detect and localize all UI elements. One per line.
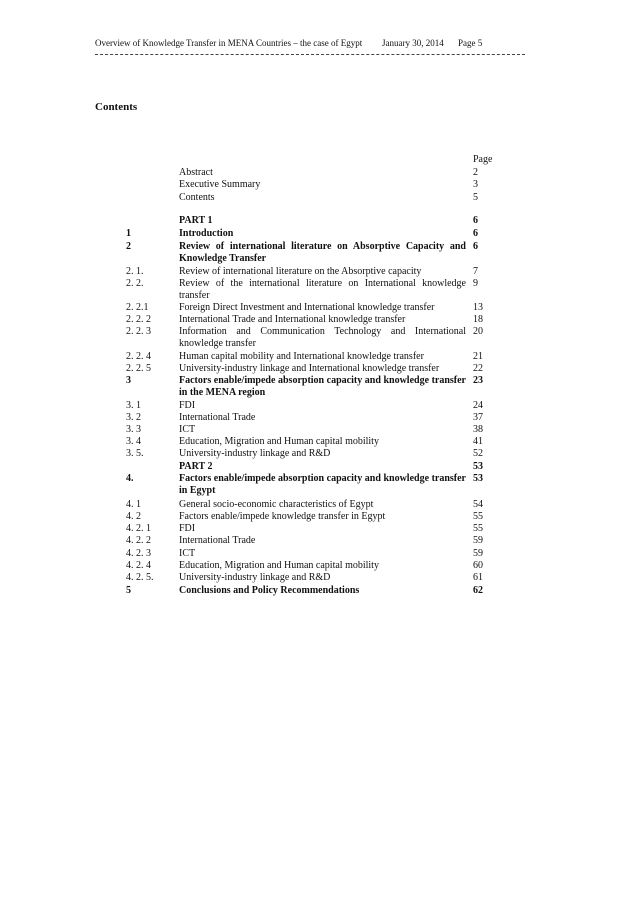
header-title: Overview of Knowledge Transfer in MENA Countries – the case of Egypt bbox=[95, 38, 363, 48]
toc-entry-title: Conclusions and Policy Recommendations bbox=[179, 585, 360, 596]
header-date: January 30, 2014 bbox=[382, 38, 444, 48]
toc-entry-page: 53 bbox=[473, 473, 483, 484]
toc-entry-number: 2. 2. bbox=[126, 278, 144, 289]
toc-entry-page: 52 bbox=[473, 448, 483, 459]
toc-entry-page: 6 bbox=[473, 228, 478, 239]
toc-entry-number: 2. 2.1 bbox=[126, 302, 149, 313]
toc-entry-number: 3 bbox=[126, 375, 131, 386]
toc-entry-page: 6 bbox=[473, 215, 478, 226]
toc-entry-page: 62 bbox=[473, 585, 483, 596]
toc-entry-page: 55 bbox=[473, 511, 483, 522]
toc-entry-number: 3. 3 bbox=[126, 424, 141, 435]
toc-entry-title: PART 2 bbox=[179, 461, 213, 472]
page-column-label: Page bbox=[473, 154, 493, 165]
toc-entry-title: PART 1 bbox=[179, 215, 213, 226]
toc-entry-page: 38 bbox=[473, 424, 483, 435]
toc-entry-title: International Trade and International knowledge transfer bbox=[179, 314, 406, 325]
toc-entry-number: 3. 4 bbox=[126, 436, 141, 447]
toc-entry-page: 24 bbox=[473, 400, 483, 411]
toc-entry-title: ICT bbox=[179, 424, 196, 435]
toc-entry-page: 7 bbox=[473, 266, 478, 277]
toc-entry-title: Contents bbox=[179, 192, 215, 203]
toc-entry-title: Introduction bbox=[179, 228, 234, 239]
toc-entry-page: 18 bbox=[473, 314, 483, 325]
toc-entry-title: Education, Migration and Human capital mobility bbox=[179, 436, 379, 447]
toc-entry-number: 3. 5. bbox=[126, 448, 144, 459]
toc-entry-title: University-industry linkage and International knowledge transfer bbox=[179, 363, 440, 374]
toc-entry-page: 5 bbox=[473, 192, 478, 203]
toc-entry-page: 22 bbox=[473, 363, 483, 374]
toc-entry-number: 4. 2. 1 bbox=[126, 523, 151, 534]
toc-entry-title: Review of international literature on Absorptive Capacity and Knowledge Transfer bbox=[179, 241, 466, 264]
toc-entry-title: Abstract bbox=[179, 167, 213, 178]
toc-entry-title: Executive Summary bbox=[179, 179, 261, 190]
toc-entry-title: International Trade bbox=[179, 412, 256, 423]
toc-entry-number: 3. 2 bbox=[126, 412, 141, 423]
toc-entry-number: 4. 2. 3 bbox=[126, 548, 151, 559]
toc-entry-title: University-industry linkage and R&D bbox=[179, 448, 331, 459]
toc-entry-page: 53 bbox=[473, 461, 483, 472]
toc-entry-title: University-industry linkage and R&D bbox=[179, 572, 331, 583]
toc-entry-title: Factors enable/impede absorption capacity and knowledge transfer in Egypt bbox=[179, 473, 466, 496]
toc-entry-title: Factors enable/impede absorption capacity and knowledge transfer in the MENA region bbox=[179, 375, 466, 398]
toc-entry-title: Foreign Direct Investment and International knowledge transfer bbox=[179, 302, 435, 313]
toc-entry-page: 21 bbox=[473, 351, 483, 362]
toc-entry-page: 61 bbox=[473, 572, 483, 583]
header-divider bbox=[95, 54, 525, 55]
toc-entry-page: 59 bbox=[473, 535, 483, 546]
toc-entry-title: FDI bbox=[179, 400, 196, 411]
toc-entry-page: 6 bbox=[473, 241, 478, 252]
toc-entry-number: 2 bbox=[126, 241, 131, 252]
toc-entry-title: Education, Migration and Human capital mobility bbox=[179, 560, 379, 571]
toc-entry-number: 2. 2. 2 bbox=[126, 314, 151, 325]
toc-entry-number: 4. 2 bbox=[126, 511, 141, 522]
toc-entry-number: 3. 1 bbox=[126, 400, 141, 411]
toc-entry-number: 2. 1. bbox=[126, 266, 144, 277]
toc-entry-title: General socio-economic characteristics of Egypt bbox=[179, 499, 374, 510]
toc-entry-page: 60 bbox=[473, 560, 483, 571]
contents-heading: Contents bbox=[95, 101, 138, 113]
toc-entry-title: ICT bbox=[179, 548, 196, 559]
toc-entry-title: International Trade bbox=[179, 535, 256, 546]
toc-entry-number: 4. 2. 2 bbox=[126, 535, 151, 546]
toc-entry-title: Factors enable/impede knowledge transfer in Egypt bbox=[179, 511, 386, 522]
toc-entry-page: 3 bbox=[473, 179, 478, 190]
toc-entry-page: 54 bbox=[473, 499, 483, 510]
toc-entry-page: 41 bbox=[473, 436, 483, 447]
toc-entry-title: Information and Communication Technology and International knowledge transfer bbox=[179, 326, 466, 349]
toc-entry-number: 5 bbox=[126, 585, 131, 596]
toc-entry-title: Review of international literature on the Absorptive capacity bbox=[179, 266, 422, 277]
toc-entry-page: 2 bbox=[473, 167, 478, 178]
toc-entry-number: 2. 2. 5 bbox=[126, 363, 151, 374]
toc-entry-title: Review of the international literature on International knowledge transfer bbox=[179, 278, 466, 301]
toc-entry-page: 59 bbox=[473, 548, 483, 559]
toc-entry-number: 1 bbox=[126, 228, 131, 239]
toc-entry-title: Human capital mobility and International knowledge transfer bbox=[179, 351, 424, 362]
toc-entry-number: 2. 2. 4 bbox=[126, 351, 151, 362]
toc-entry-number: 4. 2. 5. bbox=[126, 572, 154, 583]
toc-entry-number: 4. bbox=[126, 473, 134, 484]
toc-entry-page: 23 bbox=[473, 375, 483, 386]
toc-entry-page: 13 bbox=[473, 302, 483, 313]
header-page-number: Page 5 bbox=[458, 38, 483, 48]
toc-entry-page: 9 bbox=[473, 278, 478, 289]
toc-entry-page: 55 bbox=[473, 523, 483, 534]
toc-entry-number: 4. 1 bbox=[126, 499, 141, 510]
toc-entry-page: 37 bbox=[473, 412, 483, 423]
toc-entry-number: 2. 2. 3 bbox=[126, 326, 151, 337]
toc-entry-page: 20 bbox=[473, 326, 483, 337]
toc-entry-title: FDI bbox=[179, 523, 196, 534]
toc-entry-number: 4. 2. 4 bbox=[126, 560, 151, 571]
